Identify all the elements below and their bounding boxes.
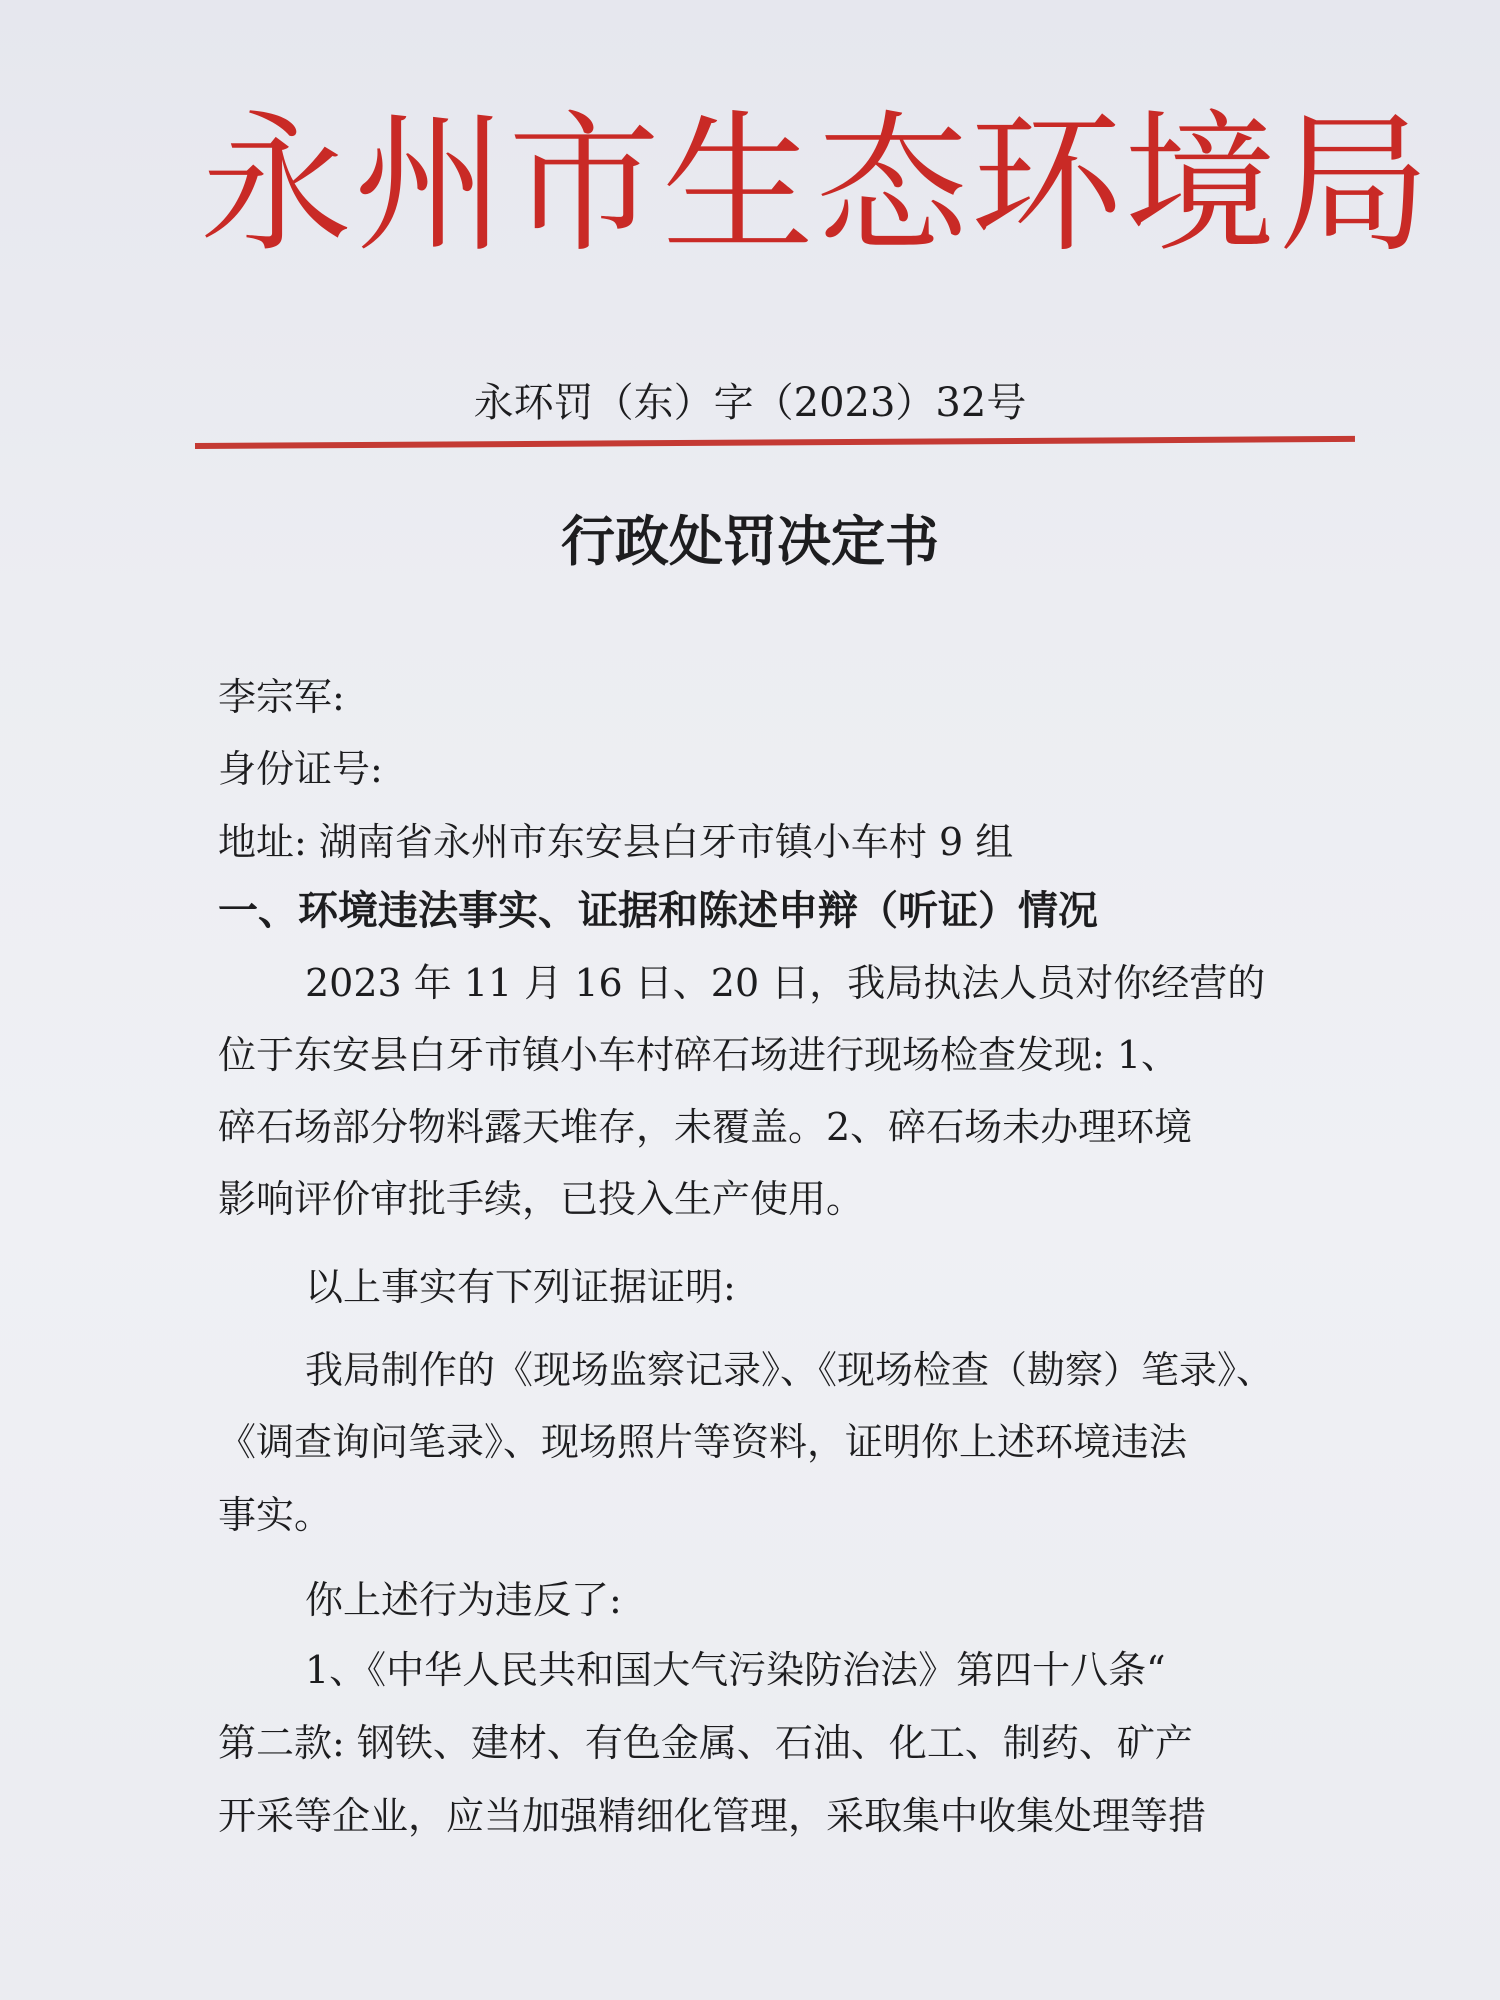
section-heading: 一、环境违法事实、证据和陈述申辩（听证）情况 [218,888,1098,934]
evidence-line: 我局制作的《现场监察记录》、《现场检查（勘察）笔录》、 [305,1348,1275,1392]
evidence-line: 事实。 [218,1493,333,1537]
document-title: 行政处罚决定书 [561,510,939,573]
facts-line: 位于东安县白牙市镇小车村碎石场进行现场检查发现: 1、 [218,1033,1180,1077]
evidence-line: 《调查询问笔录》、现场照片等资料，证明你上述环境违法 [218,1420,1188,1464]
law-line: 开采等企业，应当加强精细化管理，采取集中收集处理等措 [218,1794,1207,1838]
violation-intro: 你上述行为违反了: [305,1578,622,1622]
document-number: 永环罚（东）字（2023）32号 [473,380,1027,426]
recipient-name: 李宗军: [218,675,345,719]
recipient-address: 地址: 湖南省永州市东安县白牙市镇小车村 9 组 [218,820,1014,864]
recipient-id-number: 身份证号: [218,747,383,791]
agency-letterhead: 永州市生态环境局 [200,96,1432,273]
facts-line: 影响评价审批手续，已投入生产使用。 [218,1177,865,1221]
facts-line: 2023 年 11 月 16 日、20 日，我局执法人员对你经营的 [305,961,1266,1005]
law-line: 第二款: 钢铁、建材、有色金属、石油、化工、制药、矿产 [218,1721,1193,1765]
evidence-intro: 以上事实有下列证据证明: [305,1265,736,1309]
law-line: 1、《中华人民共和国大气污染防治法》第四十八条“ [305,1648,1166,1692]
facts-line: 碎石场部分物料露天堆存，未覆盖。2、碎石场未办理环境 [218,1105,1193,1149]
red-divider-line [195,436,1355,449]
